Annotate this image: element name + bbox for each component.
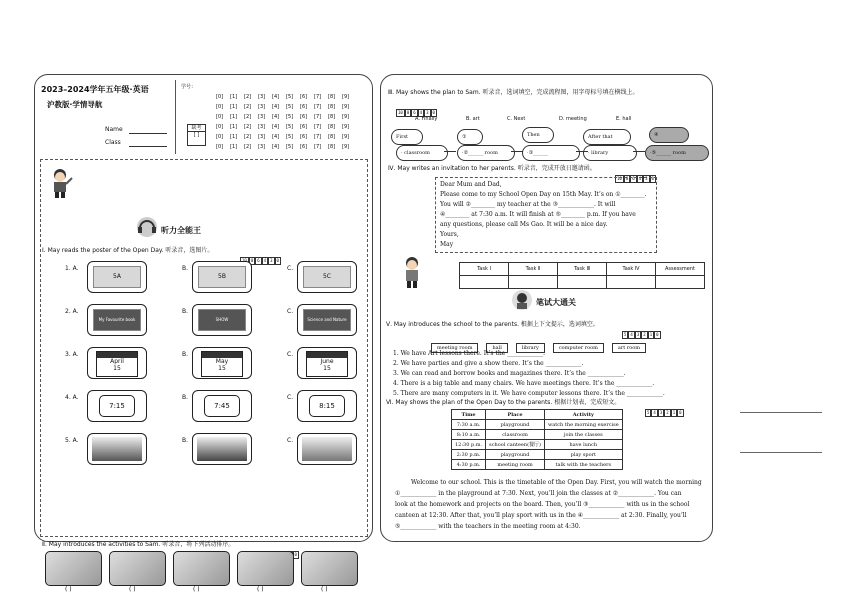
- score-digit[interactable]: 2: [643, 332, 646, 337]
- calendar-icon: [96, 351, 138, 377]
- id-bubble[interactable]: [4]: [272, 134, 280, 140]
- id-bubble[interactable]: [7]: [314, 104, 322, 110]
- id-bubble[interactable]: [0]: [216, 114, 224, 120]
- word-option: E. hall: [616, 116, 632, 122]
- sentence: 2. We have parties and give a show there. It’s the ____________.: [393, 360, 584, 367]
- flow-arrow: [576, 151, 588, 152]
- option-picture: SHOW: [198, 309, 246, 331]
- word-bank-item: hall: [486, 343, 507, 353]
- sentence: 3. We can read and borrow books and magazines there. It’s the ____________.: [393, 370, 626, 377]
- table-cell: play sport: [544, 450, 622, 460]
- id-bubble[interactable]: [0]: [216, 94, 224, 100]
- margin-line: [740, 452, 822, 453]
- score-digit[interactable]: 1: [672, 410, 676, 415]
- option-picture: 5C: [303, 266, 351, 288]
- task-cell[interactable]: [607, 276, 656, 289]
- name-label: Name: [105, 126, 123, 133]
- score-digit[interactable]: 0: [656, 332, 659, 337]
- letter-line: May: [440, 241, 454, 248]
- flow-step[interactable]: ①: [457, 129, 483, 145]
- id-bubble[interactable]: [5]: [286, 94, 294, 100]
- id-bubble[interactable]: [2]: [244, 124, 252, 130]
- option-letter: C.: [287, 394, 294, 401]
- id-bubble[interactable]: [6]: [300, 94, 308, 100]
- id-bubble[interactable]: [6]: [300, 134, 308, 140]
- letter-line: Please come to my School Open Day on 15th May. It’s on ①________.: [440, 191, 647, 198]
- option-number: 3. A.: [65, 351, 79, 358]
- score-digit[interactable]: 10: [617, 176, 622, 181]
- score-digit[interactable]: 4: [630, 332, 633, 337]
- section6-score-code: [645, 399, 684, 418]
- id-bubble[interactable]: [3]: [258, 104, 266, 110]
- id-bubble[interactable]: [0]: [216, 124, 224, 130]
- picture-option[interactable]: [297, 347, 357, 379]
- picture-option[interactable]: [87, 390, 147, 422]
- id-bubble[interactable]: [6]: [300, 124, 308, 130]
- id-bubble[interactable]: [0]: [216, 144, 224, 150]
- option-letter: C.: [287, 308, 294, 315]
- table-cell: 7:30 a.m.: [452, 420, 486, 430]
- id-bubble[interactable]: [6]: [300, 144, 308, 150]
- calendar-day: 15: [218, 365, 226, 372]
- right-page: [380, 74, 713, 542]
- id-bubble[interactable]: [7]: [314, 134, 322, 140]
- picture-option[interactable]: [87, 304, 147, 336]
- id-area: [175, 80, 366, 154]
- score-digit[interactable]: 10: [398, 110, 403, 115]
- flow-step[interactable]: ④: [649, 127, 689, 143]
- table-header: Place: [486, 410, 545, 420]
- id-bubble[interactable]: [3]: [258, 144, 266, 150]
- score-digit[interactable]: 3: [645, 176, 648, 181]
- score-digit[interactable]: 0: [250, 258, 254, 263]
- flow-arrow: [633, 151, 645, 152]
- table-cell: playground: [486, 420, 545, 430]
- id-bubble[interactable]: [3]: [258, 114, 266, 120]
- bubble-row: [216, 104, 356, 110]
- task-header: Task Ⅲ: [558, 263, 607, 276]
- score-digit[interactable]: 3: [270, 258, 273, 263]
- word-bank-item: computer room: [553, 343, 604, 353]
- section5-instruction: Ⅴ. May introduces the school to the parents. 根据上下文提示，选词填空。: [386, 321, 599, 328]
- table-cell: join the classes: [544, 430, 622, 440]
- digital-clock-icon: 8:15: [309, 395, 345, 417]
- digital-clock-icon: 7:45: [204, 395, 240, 417]
- id-bubble-grid[interactable]: [216, 94, 356, 154]
- table-cell: 2:30 p.m.: [452, 450, 486, 460]
- id-bubble[interactable]: [0]: [216, 134, 224, 140]
- word-bank-item: meeting room: [431, 343, 478, 353]
- id-bubble[interactable]: [8]: [328, 124, 336, 130]
- id-bubble[interactable]: [8]: [328, 144, 336, 150]
- id-bubble[interactable]: [8]: [328, 104, 336, 110]
- class-label: Class: [105, 139, 121, 146]
- section6-instruction: Ⅵ. May shows the plan of the Open Day to the parents. 根据计划表，完成短文。: [386, 399, 621, 406]
- left-page: [34, 74, 373, 593]
- margin-line: [740, 412, 822, 413]
- score-digit[interactable]: 0: [294, 552, 297, 557]
- flow-step[interactable]: ·③______: [522, 145, 580, 161]
- id-bubble[interactable]: [9]: [342, 134, 350, 140]
- section2-instruction: Ⅱ. May introduces the activities to Sam. 听录音，将下列活动排序。: [42, 541, 235, 548]
- option-letter: C.: [287, 265, 294, 272]
- flow-step[interactable]: After that: [583, 129, 631, 145]
- word-bank-item: library: [516, 343, 545, 353]
- id-bubble[interactable]: [7]: [314, 114, 322, 120]
- calendar-icon: [306, 351, 348, 377]
- id-bubble[interactable]: [4]: [272, 114, 280, 120]
- id-bubble[interactable]: [1]: [230, 104, 238, 110]
- table-cell: school canteen(餐厅): [486, 440, 545, 450]
- score-digit[interactable]: 2: [666, 410, 669, 415]
- table-row: [452, 460, 623, 470]
- sentence: 5. There are many computers in it. We have computer lessons there. It’s the ____________.: [393, 390, 665, 397]
- id-bubble[interactable]: [1]: [230, 124, 238, 130]
- task-header: Task Ⅰ: [460, 263, 509, 276]
- sentence: 1. We have Art lessons there. It’s the ____________.: [393, 350, 546, 357]
- option-letter: B.: [182, 308, 189, 315]
- letter-line: any questions, please call Ms Gao. It will be a nice day.: [440, 221, 608, 228]
- sentence: 4. There is a big table and many chairs. We have meetings there. It’s the ____________.: [393, 380, 655, 387]
- task-cell[interactable]: [656, 276, 705, 289]
- calendar-day: 15: [323, 365, 331, 372]
- scene-picture: [197, 437, 247, 461]
- passage-line: ⑤____________ with the teachers in the meeting room at 4:30.: [395, 523, 581, 530]
- picture-option[interactable]: [297, 304, 357, 336]
- table-cell: watch the morning exercise: [544, 420, 622, 430]
- id-bubble[interactable]: [5]: [286, 104, 294, 110]
- score-digit[interactable]: 0: [625, 176, 629, 181]
- id-bubble[interactable]: [1]: [230, 134, 238, 140]
- id-bubble[interactable]: [1]: [230, 144, 238, 150]
- schedule-table: [451, 409, 623, 470]
- order-blank[interactable]: ( ): [65, 586, 72, 593]
- score-digit[interactable]: 0: [432, 110, 435, 115]
- bubble-row: [216, 94, 356, 100]
- section6-passage: [395, 477, 707, 532]
- id-bubble[interactable]: [8]: [328, 114, 336, 120]
- table-cell: 8:10 a.m.: [452, 430, 486, 440]
- calendar-month: June: [320, 358, 334, 365]
- class-field[interactable]: [129, 146, 167, 147]
- id-bubble[interactable]: [9]: [342, 124, 350, 130]
- picture-option[interactable]: [297, 261, 357, 293]
- calendar-month: May: [215, 358, 229, 365]
- score-digit[interactable]: 1: [649, 332, 653, 337]
- table-row: [452, 450, 623, 460]
- score-digit[interactable]: 4: [653, 410, 656, 415]
- calendar-month: April: [110, 358, 124, 365]
- score-digit[interactable]: 4: [638, 176, 642, 181]
- score-digit[interactable]: 5: [647, 410, 650, 415]
- flow-step[interactable]: · classroom: [396, 145, 448, 161]
- word-bank-item: art room: [612, 343, 646, 353]
- word-option: D. meeting: [559, 116, 587, 122]
- id-bubble[interactable]: [3]: [258, 94, 266, 100]
- id-bubble[interactable]: [4]: [272, 124, 280, 130]
- order-blank[interactable]: ( ): [129, 586, 136, 593]
- option-letter: B.: [182, 437, 189, 444]
- id-bubble[interactable]: [9]: [342, 144, 350, 150]
- order-blank[interactable]: ( ): [257, 586, 264, 593]
- score-digit[interactable]: 0: [276, 258, 279, 263]
- activity-picture: [45, 551, 102, 586]
- writing-banner: 笔试大通关: [536, 298, 576, 307]
- flow-arrow: [444, 151, 456, 152]
- id-bubble[interactable]: [8]: [328, 134, 336, 140]
- id-bubble[interactable]: [2]: [244, 94, 252, 100]
- picture-option[interactable]: [297, 433, 357, 465]
- bubble-row: [216, 114, 356, 120]
- id-label: 学号：: [181, 84, 197, 90]
- score-digit[interactable]: 4: [419, 110, 423, 115]
- picture-option[interactable]: [192, 304, 252, 336]
- order-blank[interactable]: ( ): [321, 586, 328, 593]
- id-bubble[interactable]: [4]: [272, 104, 280, 110]
- table-cell: talk with the teachers: [544, 460, 622, 470]
- option-picture: My Favourite book: [93, 309, 141, 331]
- id-bubble[interactable]: [5]: [286, 124, 294, 130]
- table-cell: have lunch: [544, 440, 622, 450]
- id-bubble[interactable]: [4]: [272, 94, 280, 100]
- section4-instruction: Ⅳ. May writes an invitation to her parents. 听录音，完成开放日邀请函。: [388, 165, 596, 172]
- table-cell: classroom: [486, 430, 545, 440]
- calendar-day: 15: [113, 365, 121, 372]
- picture-option[interactable]: [297, 390, 357, 422]
- flow-step[interactable]: First: [391, 129, 423, 145]
- picture-option[interactable]: [192, 433, 252, 465]
- table-cell: 4:30 p.m.: [452, 460, 486, 470]
- option-picture: 5A: [93, 266, 141, 288]
- passage-line: look at the homework and projects on the board. Then, you’ll ③____________ with us in the school: [395, 501, 690, 508]
- score-digit[interactable]: 5: [624, 332, 627, 337]
- table-header: Time: [452, 410, 486, 420]
- option-letter: B.: [182, 265, 189, 272]
- table-row: [452, 430, 623, 440]
- table-row: [452, 420, 623, 430]
- name-field[interactable]: [129, 133, 167, 134]
- passage-line: Welcome to our school. This is the timetable of the Open Day. First, you will watch the morning: [411, 479, 702, 486]
- option-letter: C.: [287, 437, 294, 444]
- absent-box[interactable]: 缺考 [ ]: [187, 124, 206, 146]
- id-bubble[interactable]: [7]: [314, 144, 322, 150]
- listening-banner: 听力全能王: [161, 226, 201, 235]
- table-cell: playground: [486, 450, 545, 460]
- flow-arrow: [511, 151, 523, 152]
- score-digit[interactable]: 3: [636, 332, 640, 337]
- score-digit[interactable]: 0: [406, 110, 410, 115]
- exam-title: 2023–2024学年五年级·英语: [41, 85, 149, 94]
- option-letter: B.: [182, 394, 189, 401]
- id-bubble[interactable]: [9]: [342, 104, 350, 110]
- activity-picture: [173, 551, 230, 586]
- picture-option[interactable]: [87, 347, 147, 379]
- word-option: A. Finally: [415, 116, 438, 122]
- score-digit[interactable]: 6: [257, 258, 260, 263]
- digital-clock-icon: 7:15: [99, 395, 135, 417]
- activity-picture: [109, 551, 166, 586]
- option-picture: 5B: [198, 266, 246, 288]
- scene-picture: [92, 437, 142, 461]
- option-number: 5. A.: [65, 437, 79, 444]
- activity-picture: [301, 551, 358, 586]
- score-digit[interactable]: 3: [659, 410, 663, 415]
- order-blank[interactable]: ( ): [193, 586, 200, 593]
- exam-subtitle: 沪教版·学情导航: [47, 100, 103, 109]
- word-option: C. Next: [507, 116, 526, 122]
- tasks-table: [459, 262, 705, 289]
- option-number: 4. A.: [65, 394, 79, 401]
- picture-option[interactable]: [87, 433, 147, 465]
- id-bubble[interactable]: [1]: [230, 114, 238, 120]
- table-row: [452, 440, 623, 450]
- task-cell[interactable]: [558, 276, 607, 289]
- id-bubble[interactable]: [7]: [314, 124, 322, 130]
- option-letter: C.: [287, 351, 294, 358]
- bubble-row: [216, 134, 356, 140]
- id-bubble[interactable]: [5]: [286, 144, 294, 150]
- id-bubble[interactable]: [8]: [328, 94, 336, 100]
- picture-option[interactable]: [192, 261, 252, 293]
- letter-line: Dear Mum and Dad,: [440, 181, 502, 188]
- score-digit[interactable]: 3: [426, 110, 429, 115]
- passage-line: ①____________ in the playground at 7:30. Next, you’ll join the classes at ②____________. You can: [395, 490, 682, 497]
- id-bubble[interactable]: [6]: [300, 104, 308, 110]
- flow-step[interactable]: · library: [583, 145, 637, 161]
- id-bubble[interactable]: [3]: [258, 124, 266, 130]
- option-letter: B.: [182, 351, 189, 358]
- id-bubble[interactable]: [5]: [286, 114, 294, 120]
- picture-option[interactable]: [87, 261, 147, 293]
- score-digit[interactable]: 6: [632, 176, 635, 181]
- table-cell: 12:30 p.m.: [452, 440, 486, 450]
- id-bubble[interactable]: [0]: [216, 104, 224, 110]
- task-header: Task Ⅱ: [509, 263, 558, 276]
- table-cell: meeting room: [486, 460, 545, 470]
- id-bubble[interactable]: [2]: [244, 144, 252, 150]
- table-header: Activity: [544, 410, 622, 420]
- flow-step[interactable]: ·⑤______ room: [645, 145, 709, 161]
- calendar-icon: [201, 351, 243, 377]
- scene-picture: [302, 437, 352, 461]
- id-bubble[interactable]: [9]: [342, 114, 350, 120]
- task-header: Task Ⅳ: [607, 263, 656, 276]
- score-digit[interactable]: 0: [651, 176, 654, 181]
- section1-instruction: Ⅰ. May reads the poster of the Open Day. 听录音，选图片。: [42, 247, 214, 254]
- id-bubble[interactable]: [4]: [272, 144, 280, 150]
- absent-label: 缺考: [188, 125, 205, 132]
- letter-line: You will ②________ my teacher at the ③____________. It will: [440, 201, 616, 208]
- activity-picture: [237, 551, 294, 586]
- score-digit[interactable]: 4: [263, 258, 267, 263]
- section5-sentences: [393, 349, 665, 399]
- id-bubble[interactable]: [2]: [244, 134, 252, 140]
- id-bubble[interactable]: [9]: [342, 94, 350, 100]
- flow-step[interactable]: ·②______ room: [457, 145, 515, 161]
- task-header: Assessment: [656, 263, 705, 276]
- id-bubble[interactable]: [6]: [300, 114, 308, 120]
- invitation-letter: [435, 177, 657, 253]
- id-bubble[interactable]: [5]: [286, 134, 294, 140]
- task-cell[interactable]: [509, 276, 558, 289]
- bubble-row: [216, 124, 356, 130]
- letter-line: ④________ at 7:30 a.m. It will finish at ⑤________ p.m. If you have: [440, 211, 636, 218]
- pen-mascot-icon: [511, 289, 533, 311]
- id-bubble[interactable]: [3]: [258, 134, 266, 140]
- option-number: 1. A.: [65, 265, 79, 272]
- id-bubble[interactable]: [2]: [244, 104, 252, 110]
- letter-line: Yours,: [440, 231, 459, 238]
- word-option: B. art: [466, 116, 480, 122]
- girl-mascot-icon: [401, 255, 423, 289]
- score-digit[interactable]: 6: [413, 110, 416, 115]
- option-picture: Science and Nature: [303, 309, 351, 331]
- id-bubble[interactable]: [1]: [230, 94, 238, 100]
- picture-option[interactable]: [192, 347, 252, 379]
- passage-line: canteen at 12:30. After that, you’ll play sport with us in the ④____________ at 2:30. Finally, you’ll: [395, 512, 687, 519]
- task-cell[interactable]: [460, 276, 509, 289]
- id-bubble[interactable]: [7]: [314, 94, 322, 100]
- picture-option[interactable]: [192, 390, 252, 422]
- option-number: 2. A.: [65, 308, 79, 315]
- boy-mascot-icon: [47, 167, 73, 199]
- headphone-icon: [135, 215, 159, 239]
- flow-step[interactable]: Then: [522, 127, 554, 143]
- section3-instruction: Ⅲ. May shows the plan to Sam. 听录音，选词填空，完成流程图，用字母标号填在横线上。: [388, 89, 639, 96]
- score-digit[interactable]: 0: [679, 410, 682, 415]
- bubble-row: [216, 144, 356, 150]
- id-bubble[interactable]: [2]: [244, 114, 252, 120]
